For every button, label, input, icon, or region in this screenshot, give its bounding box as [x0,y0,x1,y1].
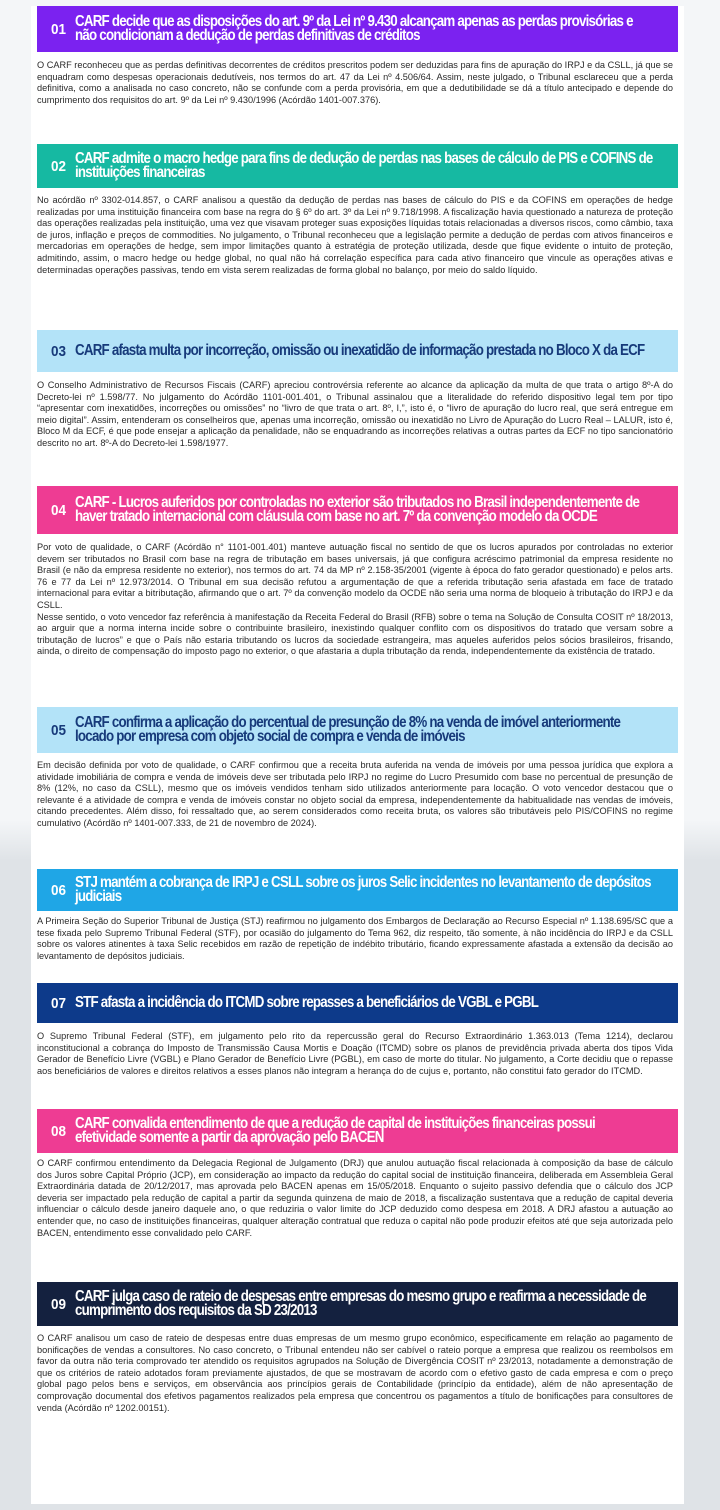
section-title: CARF - Lucros auferidos por controladas no exterior são tributados no Brasil independentemente de haver tratado internacional com cláusula com base no art. 7º da convenção modelo da OCDE [75,494,640,525]
section-title: STF afasta a incidência do ITCMD sobre repasses a beneficiários de VGBL e PGBL [75,994,539,1011]
section-banner [37,869,678,911]
section-number: 06 [51,881,67,899]
section-body: No acórdão nº 3302-014.857, o CARF analisou a questão da dedução de perdas nas bases de cálculo do PIS e da COFINS em operações de hedge realizadas por uma instituição financeira com base na regra do § 6º do art. 3º da Lei nº 9.718/1998. A fiscalização havia questionado a natureza de proteção das operações realizadas pela instituição, uma vez que visavam proteger suas exposições líquidas totais relacionadas a diversos riscos, como câmbio, taxa de juros, inflação e preços de commodities. No julgamento, o Tribunal reconheceu que a legislação permite a dedução de perdas com ativos financeiros e mercadorias em operações de hedge, sem impor limitações quanto à estratégia de proteção utilizada, desde que fique evidente o intuito de proteção, admitindo, assim, o macro hedge ou hedge global, no qual não há correlação específica para cada ativo financeiro que vincule as operações ativas e determinadas operações passivas, tendo em vista serem realizadas de forma global no balanço, por meio do saldo líquido. [37,195,673,275]
section-banner [37,486,678,534]
section-banner [37,330,678,372]
section-number: 07 [51,994,67,1012]
section-title: CARF decide que as disposições do art. 9º da Lei nº 9.430 alcançam apenas as perdas provisórias e não condicionam a dedução de perdas definitivas de créditos [75,13,633,44]
section-banner [37,1282,678,1326]
section-title: CARF convalida entendimento de que a redução de capital de instituições financeiras possui efetividade somente a partir da aprovação pelo BACEN [75,1115,595,1146]
section-body: O CARF analisou um caso de rateio de despesas entre duas empresas de um mesmo grupo econômico, especificamente em relação ao pagamento de bonificações de vendas a consultores. No caso concreto, o Tribunal entendeu não ser cabível o rateio porque a empresa que realizou os reembolsos em favor da outra não teria comprovado ter atendido os requisitos agrupados na Solução de Divergência COSIT nº 23/2013, notadamente a demonstração de que os critérios de rateio adotados foram previamente ajustados, de que se mostravam de acordo com o efetivo gasto de cada empresa e com o preço global pago pelos bens e serviços, em observância aos princípios gerais de Contabilidade (princípio da entidade), além de não apresentação de comprovação documental dos efetivos pagamentos realizados pela empresa que concentrou os pagamentos a título de bonificações para consultores de venda (Acórdão nº 1202.00151). [37,1333,673,1413]
section-body: A Primeira Seção do Superior Tribunal de Justiça (STJ) reafirmou no julgamento dos Embargos de Declaração ao Recurso Especial nº 1.138.695/SC que a tese fixada pelo Supremo Tribunal Federal (STF), por ocasião do julgamento do Tema 962, diz respeito, tão somente, à não incidência do IRPJ e da CSLL sobre os valores atinentes à taxa Selic recebidos em razão de repetição de indébito tributário, ficando expressamente afastada a extensão da decisão ao levantamento de depósitos judiciais. [37,916,673,961]
section-banner [37,6,678,52]
section-banner [37,983,678,1023]
section-body: O Conselho Administrativo de Recursos Fiscais (CARF) apreciou controvérsia referente ao alcance da aplicação da multa de que trata o artigo 8º-A do Decreto-lei nº 1.598/77. No julgamento do Acórdão 1101-001.401, o Tribunal assinalou que a literalidade do referido dispositivo legal tem por tipo “apresentar com inexatidões, incorreções ou omissões” no “livro de que trata o art. 8º, I,”, isto é, o “livro de apuração do lucro real, que será entregue em meio digital”. Assim, entenderam os conselheiros que, apenas uma incorreção, omissão ou inexatidão no Livro de Apuração do Lucro Real – LALUR, isto é, Bloco M da ECF, é que pode ensejar a aplicação da penalidade, não se enquadrando as incorreções relativas a outras partes da ECF no tipo sancionatório descrito no art. 8º-A do Decreto-lei 1.598/1977. [37,380,673,448]
newsletter-page [31,6,684,1504]
section-body: O CARF confirmou entendimento da Delegacia Regional de Julgamento (DRJ) que anulou autuação fiscal relacionada à composição da base de cálculo dos Juros sobre Capital Próprio (JCP), em consideração ao impacto da redução do capital social de instituição financeira, deliberada em Assembleia Geral Extraordinária datada de 20/12/2017, mas aprovada pelo BACEN apenas em 15/05/2018. Enquanto o sujeito passivo defendia que o cálculo dos JCP deveria ser impactado pela redução de capital a partir da segunda quinzena de maio de 2018, a fiscalização sustentava que a redução de capital deveria influenciar o cálculo desde janeiro daquele ano, o que reduziria o valor limite do JCP deduzido como despesa em 2018. A DRJ afastou a autuação ao entender que, no caso de instituições financeiras, qualquer alteração contratual que reduza o capital não pode produzir efeitos até que seja autorizada pelo BACEN, entendimento esse convalidado pelo CARF. [37,1158,673,1238]
section-title: CARF julga caso de rateio de despesas entre empresas do mesmo grupo e reafirma a necessidade de cumprimento dos requisitos da SD 23/2013 [75,1288,646,1319]
section-body: Por voto de qualidade, o CARF (Acórdão n° 1101-001.401) manteve autuação fiscal no sentido de que os lucros apurados por controladas no exterior devem ser tributados no Brasil com base na regra de tributação em bases universais, já que configura acréscimo patrimonial da empresa residente no Brasil (e não da empresa residente no exterior), nos termos do art. 74 da MP nº 2.158-35/2001 (vigente à época do fato gerador questionado) e pelos arts. 76 e 77 da Lei nº 12.973/2014. O Tribunal em sua decisão refutou a argumentação de que a referida tributação seria afastada em face de tratado internacional para evitar a bitributação, afirmando que o art. 7º da convenção modelo da OCDE não seria uma norma de bloqueio à tributação do IRPJ e da CSLL. Nesse sentido, o voto vencedor faz referência à manifestação da Receita Federal do Brasil (RFB) sobre o tema na Solução de Consulta COSIT nº 18/2013, ao arguir que a norma interna incide sobre o contribuinte brasileiro, inexistindo qualquer conflito com os dispositivos do tratado que versam sobre a tributação de lucros” e que o País não estaria tributando os lucros da sociedade estrangeira, mas aqueles auferidos pelos sócios brasileiros, frisando, ainda, o direito de compensação do imposto pago no exterior, o que afastaria a dupla tributação da renda, independentemente da existência de tratado. [37,542,673,657]
section-title: CARF confirma a aplicação do percentual de presunção de 8% na venda de imóvel anteriormente locado por empresa com objeto social de compra e venda de imóveis [75,714,621,745]
section-number: 05 [51,721,67,739]
section-body: O CARF reconheceu que as perdas definitivas decorrentes de créditos prescritos podem ser deduzidas para fins de apuração do IRPJ e da CSLL, já que se enquadram como despesas operacionais dedutíveis, nos termos do art. 47 da Lei nº 4.506/64. Assim, neste julgado, o Tribunal esclareceu que a perda definitiva, como a analisada no caso concreto, não se confunde com a perda provisória, em que a dedutibilidade se dá a título antecipado e depende do cumprimento dos requisitos do art. 9º da Lei nº 9.430/1996 (Acórdão 1401-007.376). [37,60,673,105]
section-banner [37,144,678,188]
section-body: Em decisão definida por voto de qualidade, o CARF confirmou que a receita bruta auferida na venda de imóveis por uma pessoa jurídica que explora a atividade imobiliária de compra e venda de imóveis deve ser tributada pelo IRPJ no regime do Lucro Presumido com base no percentual de presunção de 8% (12%, no caso da CSLL), mesmo que os imóveis vendidos tenham sido utilizados anteriormente para locação. O voto vencedor destacou que o relevante é a atividade de compra e venda de imóveis constar no objeto social da empresa, independentemente da habitualidade nas vendas de imóveis, citando precedentes. Além disso, foi ressaltado que, ao serem considerados como receita bruta, os valores são tributáveis pelo PIS/COFINS no regime cumulativo (Acórdão nº 1401-007.333, de 21 de novembro de 2024). [37,760,673,828]
section-number: 01 [51,20,67,38]
section-banner [37,707,678,753]
section-title: STJ mantém a cobrança de IRPJ e CSLL sobre os juros Selic incidentes no levantamento de depósitos judiciais [75,874,651,905]
section-number: 02 [51,157,67,175]
section-number: 04 [51,501,67,519]
section-title: CARF afasta multa por incorreção, omissão ou inexatidão de informação prestada no Bloco X da ECF [75,342,645,359]
section-number: 08 [51,1122,67,1140]
section-banner [37,1109,678,1153]
section-body: O Supremo Tribunal Federal (STF), em julgamento pelo rito da repercussão geral do Recurso Extraordinário 1.363.013 (Tema 1214), declarou inconstitucional a cobrança do Imposto de Transmissão Causa Mortis e Doação (ITCMD) sobre os planos de previdência privada aberta dos tipos Vida Gerador de Benefício Livre (VGBL) e Plano Gerador de Benefício Livre (PGBL), em caso de morte do titular. No julgamento, a Corte decidiu que o repasse aos beneficiários de valores e direitos relativos a esses planos não integram a herança do de cujus e, portanto, não constitui fato gerador do ITCMD. [37,1031,673,1076]
section-number: 09 [51,1295,67,1313]
section-number: 03 [51,342,67,360]
section-title: CARF admite o macro hedge para fins de dedução de perdas nas bases de cálculo de PIS e COFINS de instituições financeiras [75,150,653,181]
